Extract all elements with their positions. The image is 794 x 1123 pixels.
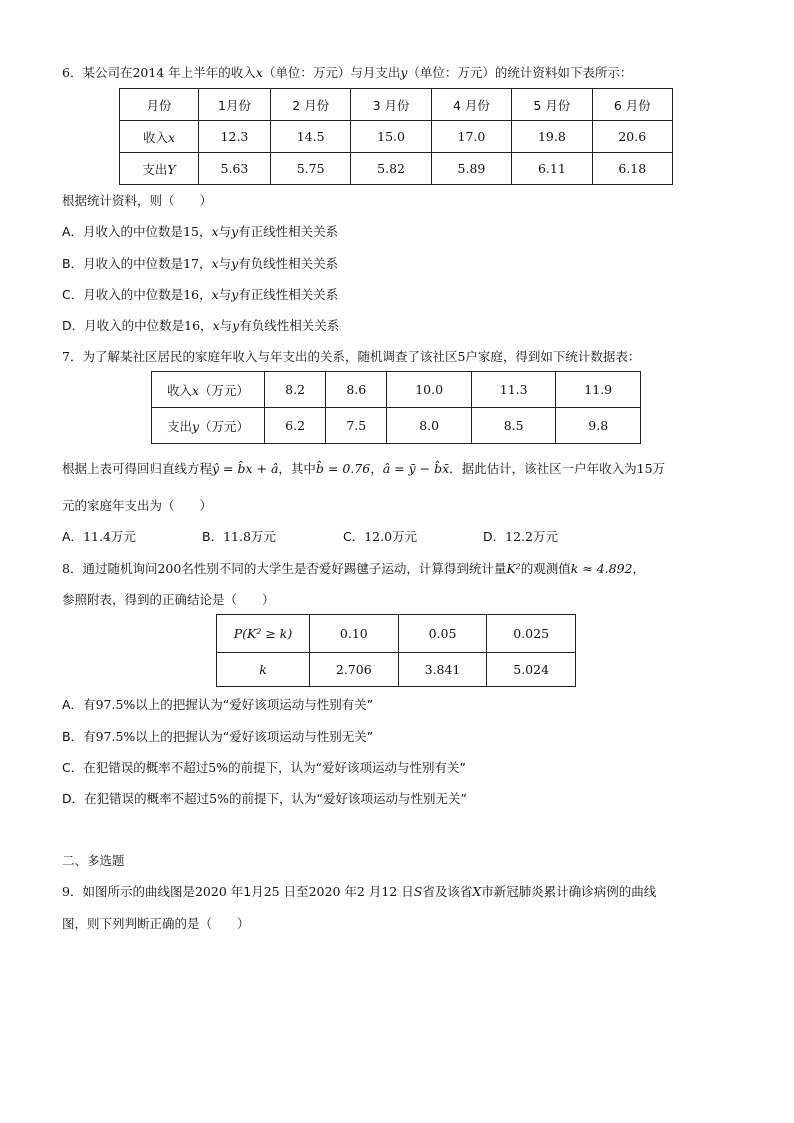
table-cell: 8.2 bbox=[265, 372, 326, 408]
q8-option-a[interactable]: A．有97.5%以上的把握认为“爱好该项运动与性别有关” bbox=[62, 697, 374, 712]
table-cell: k bbox=[217, 653, 310, 687]
table-cell: 5.82 bbox=[351, 153, 431, 185]
table-cell: 19.8 bbox=[512, 121, 592, 153]
q6-option-b[interactable]: B．月收入的中位数是17，x与y有负线性相关关系 bbox=[62, 256, 339, 271]
q6-stem: 6．某公司在2014 年上半年的收入x（单位：万元）与月支出y（单位：万元）的统计资料如下表所示： bbox=[62, 65, 633, 80]
table-cell: 8.5 bbox=[471, 408, 556, 444]
q7-table-expense-row bbox=[152, 408, 641, 444]
table-cell: 6 月份 bbox=[592, 89, 672, 121]
q9-stem: 9．如图所示的曲线图是2020 年1月25 日至2020 年2 月12 日S省及该省X市新冠肺炎累计确诊病例的曲线 bbox=[62, 884, 657, 899]
q8-table bbox=[216, 614, 576, 687]
table-cell: 1月份 bbox=[199, 89, 271, 121]
q7-option-b[interactable]: B．11.8万元 bbox=[202, 529, 276, 544]
q8-stem: 8．通过随机询问200名性别不同的大学生是否爱好踢毽子运动，计算得到统计量K²的观测值k ≈ 4.892， bbox=[62, 561, 646, 576]
table-cell: 0.025 bbox=[487, 615, 576, 653]
table-cell: 5.75 bbox=[270, 153, 350, 185]
table-cell: 0.10 bbox=[310, 615, 399, 653]
table-cell: 6.18 bbox=[592, 153, 672, 185]
q8-table-k-row bbox=[217, 653, 576, 687]
table-cell: P(K² ≥ k) bbox=[217, 615, 310, 653]
q8-option-b[interactable]: B．有97.5%以上的把握认为“爱好该项运动与性别无关” bbox=[62, 729, 374, 744]
table-cell: 5 月份 bbox=[512, 89, 592, 121]
table-cell: 4 月份 bbox=[431, 89, 511, 121]
q9-question-line: 图，则下列判断正确的是（ ） bbox=[62, 916, 250, 931]
table-cell: 9.8 bbox=[556, 408, 641, 444]
q7-regression-line: 根据上表可得回归直线方程ŷ = b̂x + â，其中b̂ = 0.76，â = ȳ − b̂x̄．据此估计，该社区一户年收入为15万 bbox=[62, 461, 666, 476]
table-cell: 11.9 bbox=[556, 372, 641, 408]
table-cell: 7.5 bbox=[326, 408, 387, 444]
q7-option-d[interactable]: D．12.2万元 bbox=[483, 529, 558, 544]
table-cell: 17.0 bbox=[431, 121, 511, 153]
q6-table-header-row bbox=[120, 89, 673, 121]
table-cell: 10.0 bbox=[387, 372, 472, 408]
table-cell: 5.89 bbox=[431, 153, 511, 185]
table-cell: 14.5 bbox=[270, 121, 350, 153]
table-cell: 3 月份 bbox=[351, 89, 431, 121]
q6-table-expense-row bbox=[120, 153, 673, 185]
q7-number: 7 bbox=[62, 349, 70, 364]
q8-question-line: 参照附表，得到的正确结论是（ ） bbox=[62, 592, 275, 607]
table-cell: 11.3 bbox=[471, 372, 556, 408]
table-cell: 2 月份 bbox=[270, 89, 350, 121]
q6-number: 6 bbox=[62, 65, 70, 80]
q8-number: 8 bbox=[62, 561, 70, 576]
q9-number: 9 bbox=[62, 884, 70, 899]
table-cell: 6.2 bbox=[265, 408, 326, 444]
table-cell: 20.6 bbox=[592, 121, 672, 153]
table-cell: 2.706 bbox=[310, 653, 399, 687]
table-cell: 8.0 bbox=[387, 408, 472, 444]
q7-question-line: 元的家庭年支出为（ ） bbox=[62, 498, 213, 513]
q6-option-d[interactable]: D．月收入的中位数是16，x与y有负线性相关关系 bbox=[62, 318, 340, 333]
table-cell: 15.0 bbox=[351, 121, 431, 153]
q7-table bbox=[151, 371, 641, 444]
q6-table bbox=[119, 88, 673, 185]
table-cell: 5.63 bbox=[199, 153, 271, 185]
table-cell: 8.6 bbox=[326, 372, 387, 408]
q6-lead: 根据统计资料，则（ ） bbox=[62, 193, 213, 208]
q8-option-d[interactable]: D．在犯错误的概率不超过5%的前提下，认为“爱好该项运动与性别无关” bbox=[62, 791, 467, 806]
q7-table-income-row bbox=[152, 372, 641, 408]
table-cell: 月份 bbox=[120, 89, 199, 121]
q6-option-c[interactable]: C．月收入的中位数是16，x与y有正线性相关关系 bbox=[62, 287, 339, 302]
regression-equation: ŷ = b̂x + â bbox=[212, 461, 279, 476]
table-cell: 支出y（万元） bbox=[152, 408, 265, 444]
q6-option-a[interactable]: A．月收入的中位数是15，x与y有正线性相关关系 bbox=[62, 224, 339, 239]
table-cell: 3.841 bbox=[398, 653, 487, 687]
table-cell: 收入x（万元） bbox=[152, 372, 265, 408]
table-cell: 5.024 bbox=[487, 653, 576, 687]
table-cell: 6.11 bbox=[512, 153, 592, 185]
table-cell: 12.3 bbox=[199, 121, 271, 153]
q7-option-a[interactable]: A．11.4万元 bbox=[62, 529, 136, 544]
q8-table-probability-row bbox=[217, 615, 576, 653]
table-cell: 收入x bbox=[120, 121, 199, 153]
q8-option-c[interactable]: C．在犯错误的概率不超过5%的前提下，认为“爱好该项运动与性别有关” bbox=[62, 760, 467, 775]
table-cell: 0.05 bbox=[398, 615, 487, 653]
q7-stem: 7．为了解某社区居民的家庭年收入与年支出的关系，随机调查了该社区5户家庭，得到如下统计数据表： bbox=[62, 349, 641, 364]
q6-table-income-row bbox=[120, 121, 673, 153]
table-cell: 支出Y bbox=[120, 153, 199, 185]
q7-option-c[interactable]: C．12.0万元 bbox=[343, 529, 418, 544]
section-title: 二、多选题 bbox=[62, 853, 125, 868]
